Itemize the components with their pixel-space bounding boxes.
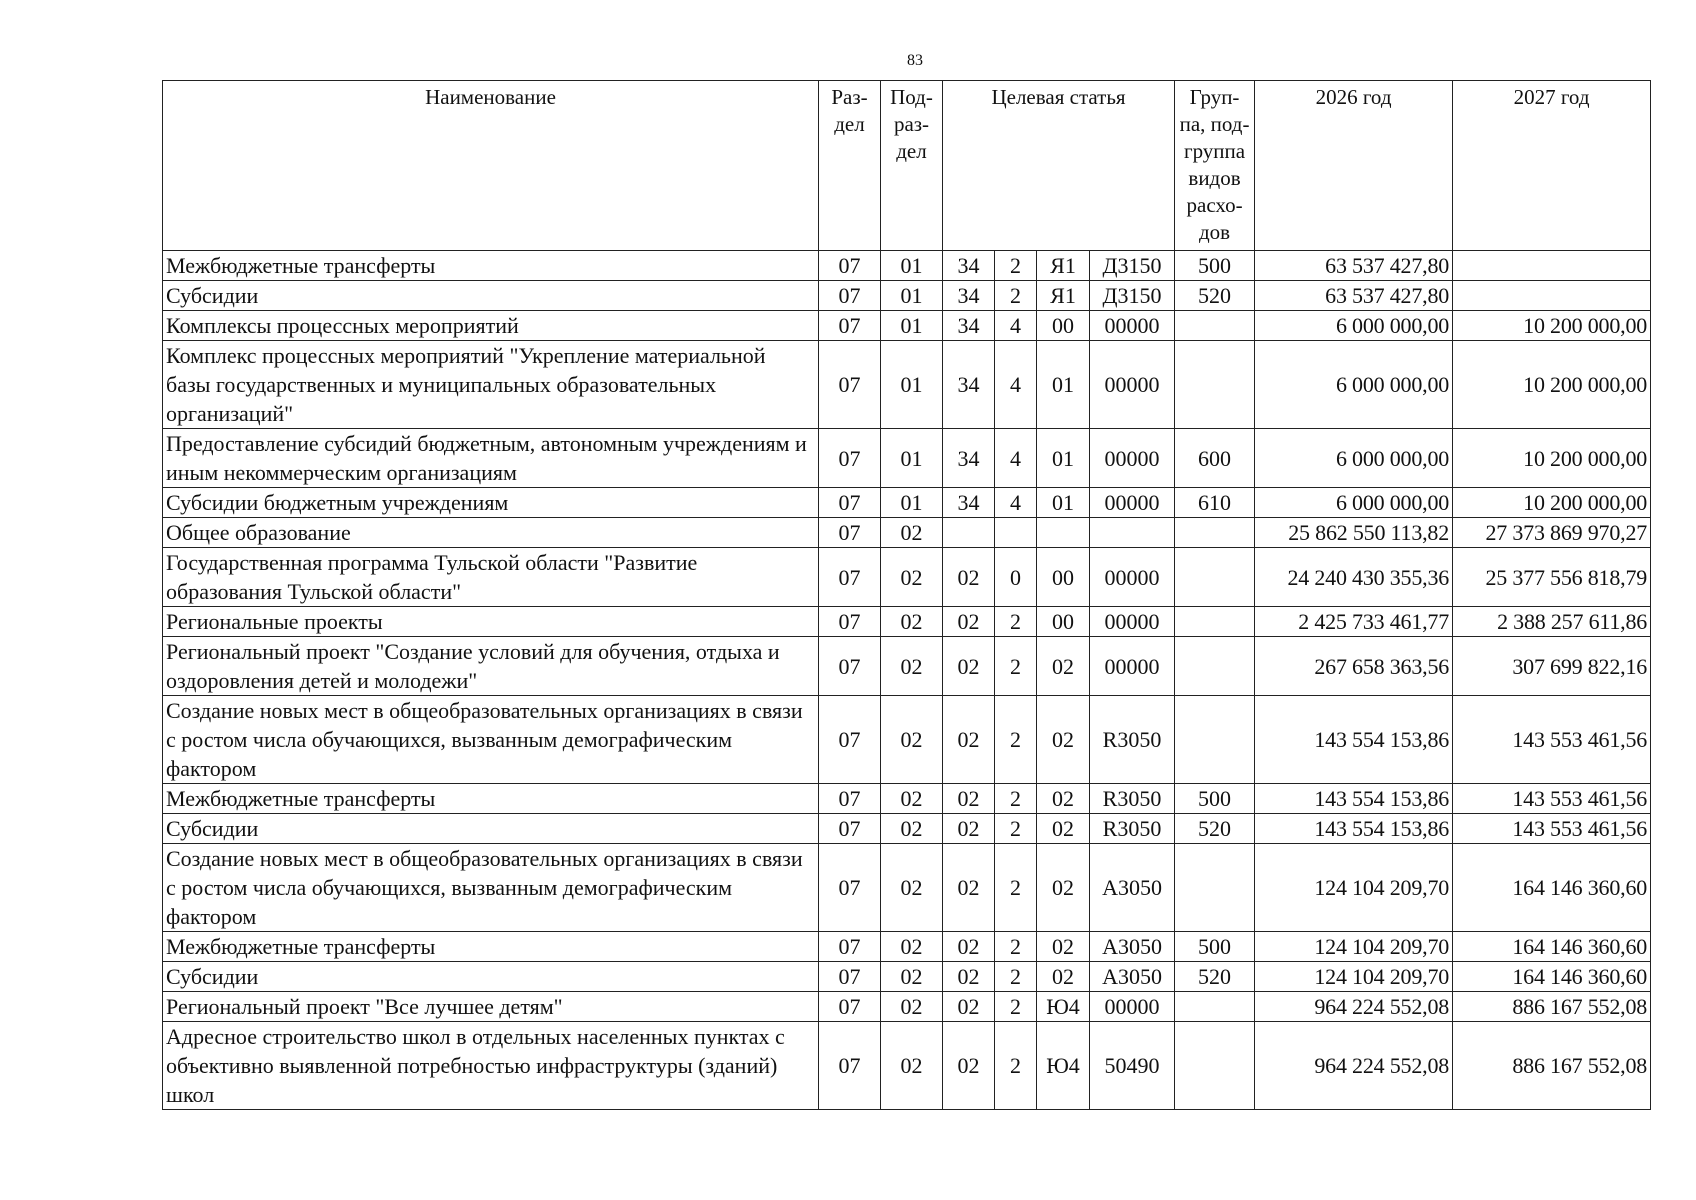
table-row	[163, 962, 1651, 992]
cell-target-direction: 00000	[1090, 311, 1175, 341]
table-row	[163, 518, 1651, 548]
cell-amount-2027: 164 146 360,60	[1453, 932, 1651, 962]
cell-razdel: 07	[819, 607, 881, 637]
table-row	[163, 1022, 1651, 1110]
cell-podrazdel: 02	[881, 844, 943, 932]
cell-name: Комплекс процессных мероприятий "Укрепление материальной базы государственных и муниципальных образовательных организаций"	[163, 341, 819, 429]
cell-target-subprogram: 01	[1037, 488, 1090, 518]
cell-podrazdel: 01	[881, 488, 943, 518]
cell-name: Создание новых мест в общеобразовательных организациях в связи с ростом числа обучающихся, вызванным демографическим фактором	[163, 696, 819, 784]
cell-podrazdel: 02	[881, 814, 943, 844]
cell-amount-2027: 10 200 000,00	[1453, 311, 1651, 341]
cell-target-direction: А3050	[1090, 932, 1175, 962]
cell-target-type: 2	[995, 932, 1037, 962]
cell-target-subprogram: Ю4	[1037, 992, 1090, 1022]
cell-podrazdel: 01	[881, 311, 943, 341]
cell-target-program: 34	[943, 488, 995, 518]
cell-razdel: 07	[819, 341, 881, 429]
cell-razdel: 07	[819, 251, 881, 281]
cell-target-type: 2	[995, 962, 1037, 992]
cell-name: Общее образование	[163, 518, 819, 548]
cell-target-subprogram: Я1	[1037, 251, 1090, 281]
cell-target-program: 02	[943, 814, 995, 844]
cell-razdel: 07	[819, 814, 881, 844]
cell-razdel: 07	[819, 1022, 881, 1110]
cell-target-type: 2	[995, 992, 1037, 1022]
cell-amount-2027: 164 146 360,60	[1453, 962, 1651, 992]
table-row	[163, 607, 1651, 637]
cell-target-program: 02	[943, 1022, 995, 1110]
cell-target-subprogram: 02	[1037, 932, 1090, 962]
cell-expense-group	[1175, 311, 1255, 341]
cell-podrazdel: 01	[881, 341, 943, 429]
cell-name: Комплексы процессных мероприятий	[163, 311, 819, 341]
cell-target-subprogram: 00	[1037, 607, 1090, 637]
cell-podrazdel: 01	[881, 281, 943, 311]
cell-expense-group	[1175, 637, 1255, 696]
cell-target-type: 0	[995, 548, 1037, 607]
cell-name: Межбюджетные трансферты	[163, 932, 819, 962]
cell-target-program: 02	[943, 696, 995, 784]
cell-target-program: 02	[943, 784, 995, 814]
header-2027: 2027 год	[1453, 81, 1651, 251]
cell-target-direction	[1090, 518, 1175, 548]
cell-podrazdel: 02	[881, 637, 943, 696]
cell-podrazdel: 02	[881, 696, 943, 784]
cell-amount-2027: 143 553 461,56	[1453, 814, 1651, 844]
cell-name: Субсидии бюджетным учреждениям	[163, 488, 819, 518]
cell-amount-2027: 164 146 360,60	[1453, 844, 1651, 932]
cell-target-direction: 00000	[1090, 548, 1175, 607]
cell-name: Региональный проект "Создание условий для обучения, отдыха и оздоровления детей и молодежи"	[163, 637, 819, 696]
cell-amount-2027: 2 388 257 611,86	[1453, 607, 1651, 637]
cell-target-type: 4	[995, 429, 1037, 488]
cell-target-subprogram: Ю4	[1037, 1022, 1090, 1110]
cell-target-program: 34	[943, 281, 995, 311]
cell-target-direction: 00000	[1090, 637, 1175, 696]
cell-razdel: 07	[819, 548, 881, 607]
cell-amount-2026: 6 000 000,00	[1255, 488, 1453, 518]
cell-razdel: 07	[819, 962, 881, 992]
cell-amount-2027: 143 553 461,56	[1453, 696, 1651, 784]
cell-target-type: 2	[995, 637, 1037, 696]
cell-expense-group: 520	[1175, 281, 1255, 311]
cell-amount-2026: 964 224 552,08	[1255, 1022, 1453, 1110]
cell-name: Предоставление субсидий бюджетным, автономным учреждениям и иным некоммерческим организациям	[163, 429, 819, 488]
cell-target-program: 34	[943, 341, 995, 429]
cell-target-direction: R3050	[1090, 784, 1175, 814]
cell-name: Межбюджетные трансферты	[163, 784, 819, 814]
cell-expense-group: 520	[1175, 962, 1255, 992]
cell-target-direction: R3050	[1090, 696, 1175, 784]
cell-podrazdel: 02	[881, 962, 943, 992]
table-row	[163, 311, 1651, 341]
cell-expense-group	[1175, 341, 1255, 429]
cell-target-direction: Д3150	[1090, 251, 1175, 281]
cell-expense-group: 600	[1175, 429, 1255, 488]
table-row	[163, 281, 1651, 311]
header-2026: 2026 год	[1255, 81, 1453, 251]
cell-podrazdel: 02	[881, 932, 943, 962]
cell-amount-2026: 6 000 000,00	[1255, 311, 1453, 341]
cell-expense-group	[1175, 518, 1255, 548]
cell-target-program	[943, 518, 995, 548]
cell-name: Субсидии	[163, 281, 819, 311]
cell-target-subprogram: 01	[1037, 341, 1090, 429]
cell-target-subprogram: 00	[1037, 311, 1090, 341]
cell-target-subprogram: 02	[1037, 844, 1090, 932]
cell-razdel: 07	[819, 429, 881, 488]
cell-amount-2027: 10 200 000,00	[1453, 429, 1651, 488]
cell-target-program: 02	[943, 992, 995, 1022]
cell-amount-2026: 6 000 000,00	[1255, 341, 1453, 429]
cell-amount-2027: 10 200 000,00	[1453, 341, 1651, 429]
cell-expense-group	[1175, 607, 1255, 637]
cell-razdel: 07	[819, 281, 881, 311]
cell-amount-2027: 886 167 552,08	[1453, 1022, 1651, 1110]
cell-amount-2027	[1453, 251, 1651, 281]
cell-amount-2026: 124 104 209,70	[1255, 932, 1453, 962]
cell-name: Создание новых мест в общеобразовательных организациях в связи с ростом числа обучающихся, вызванным демографическим фактором	[163, 844, 819, 932]
cell-razdel: 07	[819, 784, 881, 814]
cell-target-subprogram: 02	[1037, 696, 1090, 784]
cell-target-subprogram: 02	[1037, 962, 1090, 992]
cell-expense-group	[1175, 844, 1255, 932]
table-header-row	[163, 81, 1651, 251]
cell-expense-group: 500	[1175, 784, 1255, 814]
cell-target-type: 2	[995, 844, 1037, 932]
cell-razdel: 07	[819, 992, 881, 1022]
cell-target-subprogram	[1037, 518, 1090, 548]
cell-podrazdel: 02	[881, 548, 943, 607]
cell-target-direction: 00000	[1090, 429, 1175, 488]
cell-target-subprogram: 02	[1037, 784, 1090, 814]
header-expense-group: Груп- па, под- группа видов расхо- дов	[1175, 81, 1255, 251]
cell-expense-group	[1175, 1022, 1255, 1110]
cell-name: Субсидии	[163, 814, 819, 844]
cell-target-direction: А3050	[1090, 844, 1175, 932]
cell-target-type: 2	[995, 607, 1037, 637]
cell-target-direction: 00000	[1090, 488, 1175, 518]
cell-target-program: 34	[943, 429, 995, 488]
cell-amount-2026: 267 658 363,56	[1255, 637, 1453, 696]
cell-target-direction: R3050	[1090, 814, 1175, 844]
cell-amount-2027: 143 553 461,56	[1453, 784, 1651, 814]
header-razdel: Раз- дел	[819, 81, 881, 251]
cell-target-type: 4	[995, 341, 1037, 429]
cell-amount-2027	[1453, 281, 1651, 311]
table-body	[163, 251, 1651, 1110]
cell-expense-group	[1175, 992, 1255, 1022]
table-row	[163, 696, 1651, 784]
cell-target-program: 02	[943, 607, 995, 637]
cell-target-type: 2	[995, 696, 1037, 784]
cell-amount-2027: 307 699 822,16	[1453, 637, 1651, 696]
cell-amount-2026: 63 537 427,80	[1255, 281, 1453, 311]
table-row	[163, 844, 1651, 932]
cell-amount-2026: 143 554 153,86	[1255, 784, 1453, 814]
cell-razdel: 07	[819, 844, 881, 932]
cell-amount-2027: 886 167 552,08	[1453, 992, 1651, 1022]
cell-target-subprogram: 01	[1037, 429, 1090, 488]
table-row	[163, 548, 1651, 607]
cell-target-subprogram: 02	[1037, 814, 1090, 844]
cell-name: Региональные проекты	[163, 607, 819, 637]
cell-target-direction: 50490	[1090, 1022, 1175, 1110]
cell-target-type: 4	[995, 311, 1037, 341]
cell-amount-2026: 143 554 153,86	[1255, 696, 1453, 784]
table-row	[163, 341, 1651, 429]
cell-razdel: 07	[819, 637, 881, 696]
cell-expense-group: 520	[1175, 814, 1255, 844]
cell-amount-2026: 124 104 209,70	[1255, 844, 1453, 932]
cell-razdel: 07	[819, 932, 881, 962]
cell-expense-group: 500	[1175, 932, 1255, 962]
cell-podrazdel: 02	[881, 784, 943, 814]
cell-target-program: 34	[943, 311, 995, 341]
header-podrazdel: Под- раз- дел	[881, 81, 943, 251]
cell-amount-2027: 25 377 556 818,79	[1453, 548, 1651, 607]
cell-amount-2026: 25 862 550 113,82	[1255, 518, 1453, 548]
cell-amount-2026: 124 104 209,70	[1255, 962, 1453, 992]
page-number: 83	[907, 52, 923, 69]
cell-podrazdel: 02	[881, 607, 943, 637]
cell-target-subprogram: Я1	[1037, 281, 1090, 311]
cell-target-subprogram: 00	[1037, 548, 1090, 607]
cell-podrazdel: 02	[881, 518, 943, 548]
cell-target-type: 2	[995, 784, 1037, 814]
cell-amount-2026: 143 554 153,86	[1255, 814, 1453, 844]
cell-target-program: 02	[943, 844, 995, 932]
cell-amount-2027: 10 200 000,00	[1453, 488, 1651, 518]
cell-expense-group: 610	[1175, 488, 1255, 518]
cell-name: Субсидии	[163, 962, 819, 992]
cell-target-type: 2	[995, 814, 1037, 844]
table-row	[163, 932, 1651, 962]
cell-target-direction: 00000	[1090, 607, 1175, 637]
cell-target-direction: 00000	[1090, 341, 1175, 429]
header-name: Наименование	[163, 81, 819, 251]
cell-target-subprogram: 02	[1037, 637, 1090, 696]
cell-podrazdel: 02	[881, 992, 943, 1022]
cell-amount-2027: 27 373 869 970,27	[1453, 518, 1651, 548]
cell-name: Региональный проект "Все лучшее детям"	[163, 992, 819, 1022]
cell-target-program: 02	[943, 637, 995, 696]
table-row	[163, 488, 1651, 518]
cell-razdel: 07	[819, 696, 881, 784]
budget-table	[162, 80, 1651, 1110]
cell-expense-group	[1175, 548, 1255, 607]
table-row	[163, 429, 1651, 488]
cell-podrazdel: 01	[881, 251, 943, 281]
cell-name: Адресное строительство школ в отдельных населенных пунктах с объективно выявленной потребностью инфраструктуры (зданий) школ	[163, 1022, 819, 1110]
cell-expense-group: 500	[1175, 251, 1255, 281]
cell-target-type: 4	[995, 488, 1037, 518]
cell-target-type: 2	[995, 1022, 1037, 1110]
cell-amount-2026: 6 000 000,00	[1255, 429, 1453, 488]
cell-target-direction: А3050	[1090, 962, 1175, 992]
cell-target-program: 02	[943, 932, 995, 962]
cell-amount-2026: 2 425 733 461,77	[1255, 607, 1453, 637]
table-row	[163, 784, 1651, 814]
table-row	[163, 251, 1651, 281]
header-target-article: Целевая статья	[943, 81, 1175, 251]
cell-amount-2026: 24 240 430 355,36	[1255, 548, 1453, 607]
cell-target-program: 34	[943, 251, 995, 281]
cell-razdel: 07	[819, 488, 881, 518]
cell-target-direction: Д3150	[1090, 281, 1175, 311]
cell-name: Межбюджетные трансферты	[163, 251, 819, 281]
cell-target-program: 02	[943, 548, 995, 607]
cell-podrazdel: 01	[881, 429, 943, 488]
table-row	[163, 637, 1651, 696]
cell-expense-group	[1175, 696, 1255, 784]
cell-amount-2026: 63 537 427,80	[1255, 251, 1453, 281]
cell-target-direction: 00000	[1090, 992, 1175, 1022]
table-row	[163, 814, 1651, 844]
cell-target-type	[995, 518, 1037, 548]
cell-target-type: 2	[995, 281, 1037, 311]
cell-name: Государственная программа Тульской области "Развитие образования Тульской области"	[163, 548, 819, 607]
cell-razdel: 07	[819, 311, 881, 341]
cell-razdel: 07	[819, 518, 881, 548]
cell-podrazdel: 02	[881, 1022, 943, 1110]
cell-target-program: 02	[943, 962, 995, 992]
cell-amount-2026: 964 224 552,08	[1255, 992, 1453, 1022]
cell-target-type: 2	[995, 251, 1037, 281]
table-row	[163, 992, 1651, 1022]
